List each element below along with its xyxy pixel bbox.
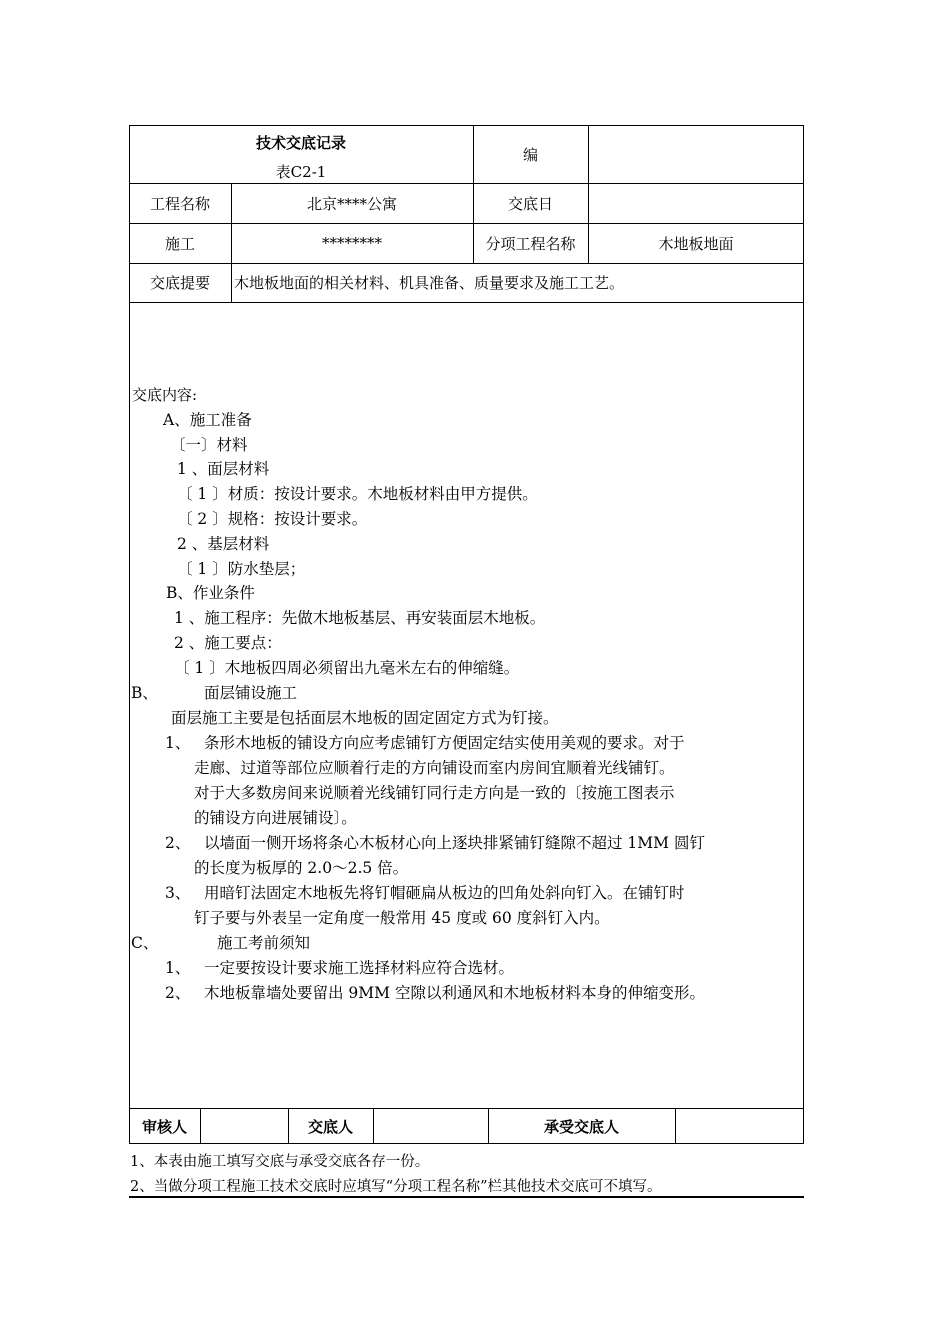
content-line: 木地板靠墙处要留出 9MM 空隙以利通风和木地板材料本身的伸缩变形。 (204, 984, 705, 1002)
content-line: 一定要按设计要求施工选择材料应符合选材。 (204, 959, 515, 977)
subproject-value: 木地板地面 (658, 234, 734, 253)
content-line: 〔 1 〕防水垫层； (177, 560, 306, 578)
form-title: 技术交底记录 (255, 133, 346, 152)
contractor-label: 施工 (164, 234, 195, 253)
content-line: 面层施工主要是包括面层木地板的固定固定方式为钉接。 (171, 709, 559, 727)
content-line: 走廊、过道等部位应顺着行走的方向铺设而室内房间宜顺着光线铺钉。 (194, 759, 675, 777)
content-line: 面层铺设施工 (204, 684, 298, 702)
content-line: 的铺设方向进展铺设〕。 (194, 809, 357, 827)
summary-label: 交底提要 (149, 274, 210, 292)
content-line: 1 、施工程序：先做木地板基层、再安装面层木地板。 (174, 609, 546, 627)
content-heading: 交底内容: (132, 386, 198, 404)
discloser-label: 交底人 (307, 1117, 353, 1136)
content-line: 2、 (165, 834, 191, 852)
discloser-value (373, 1108, 488, 1144)
content-line: B、作业条件 (166, 584, 255, 602)
content-line: 〔 1 〕木地板四周必须留出九毫米左右的伸缩缝。 (174, 659, 520, 677)
content-line: 的长度为板厚的 2.0～2.5 倍。 (194, 859, 409, 877)
footnote: 1、本表由施工填写交底与承受交底各存一份。 (130, 1154, 430, 1170)
contractor-value: ******** (322, 234, 382, 252)
content-line: 条形木地板的铺设方向应考虑铺钉方便固定结实使用美观的要求。对于 (204, 734, 685, 752)
edit-value (588, 125, 804, 183)
receiver-value (675, 1108, 804, 1144)
content-line: 1、 (165, 959, 191, 977)
reviewer-label: 审核人 (141, 1117, 187, 1136)
content-line: B、 (131, 684, 158, 702)
content-line: 〔 2 〕规格：按设计要求。 (177, 510, 368, 528)
content-line: 2 、施工要点： (174, 634, 282, 652)
edit-label: 编 (522, 145, 538, 164)
footnote: 2、当做分项工程施工技术交底时应填写“分项工程名称”栏其他技术交底可不填写。 (130, 1179, 662, 1195)
content-line: 对于大多数房间来说顺着光线铺钉同行走方向是一致的〔按施工图表示 (194, 784, 675, 802)
content-line: 以墙面一侧开场将条心木板材心向上逐块排紧铺钉缝隙不超过 1MM 圆钉 (204, 834, 705, 852)
content-line: 施工考前须知 (217, 934, 311, 952)
content-line: 钉子要与外表呈一定角度一般常用 45 度或 60 度斜钉入内。 (194, 909, 610, 927)
content-line: C、 (131, 934, 159, 952)
row-divider (129, 302, 804, 303)
project-name-value: 北京****公寓 (306, 194, 397, 213)
content-line: 用暗钉法固定木地板先将钉帽砸扁从板边的凹角处斜向钉入。在铺钉时 (204, 884, 685, 902)
project-name-label: 工程名称 (149, 194, 210, 213)
content-line: 3、 (165, 884, 191, 902)
reviewer-value (200, 1108, 288, 1144)
summary-value: 木地板地面的相关材料、机具准备、质量要求及施工工艺。 (234, 274, 625, 292)
receiver-label: 承受交底人 (543, 1117, 619, 1136)
content-line: 2、 (165, 984, 191, 1002)
form-number: 表C2-1 (275, 162, 327, 181)
subproject-label: 分项工程名称 (485, 234, 576, 253)
date-label: 交底日 (507, 194, 553, 213)
content-line: 〔一〕材料 (170, 436, 248, 454)
content-line: 1、 (165, 734, 191, 752)
date-value (588, 183, 804, 223)
footer-rule (129, 1196, 804, 1198)
content-line: 1 、面层材料 (177, 460, 270, 478)
content-line: A、施工准备 (163, 411, 252, 429)
content-line: 2 、基层材料 (177, 535, 270, 553)
content-line: 〔 1 〕材质：按设计要求。木地板材料由甲方提供。 (177, 485, 538, 503)
